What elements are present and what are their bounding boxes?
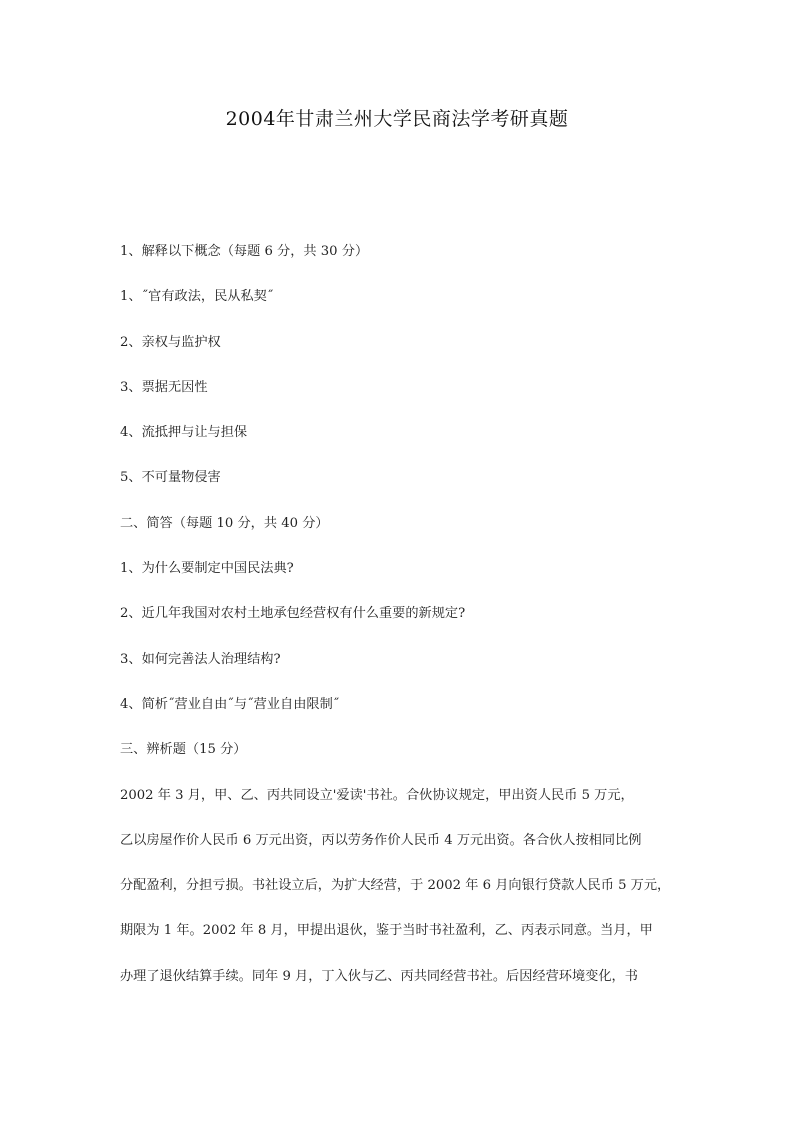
paragraph-line: 2002 年 3 月，甲、乙、丙共同设立'爱读'书社。合伙协议规定，甲出资人民币 5 万元， <box>120 787 634 803</box>
paragraph-line: 期限为 1 年。2002 年 8 月，甲提出退伙，鉴于当时书社盈利，乙、丙表示同意。当月，甲 <box>120 923 653 939</box>
paragraph-line: 乙以房屋作价人民币 6 万元出资，丙以劳务作价人民币 4 万元出资。各合伙人按相同比例 <box>120 832 642 848</box>
paragraph-line: 分配盈利，分担亏损。书社设立后，为扩大经营，于 2002 年 6 月向银行贷款人民币 5 万元， <box>120 878 671 894</box>
section-heading-analysis: 三、辨析题（15 分） <box>120 742 247 758</box>
question-line: 1、˝官有政法，民从私契˝ <box>120 289 274 305</box>
question-line: 3、票据无因性 <box>120 379 208 395</box>
paragraph-line: 办理了退伙结算手续。同年 9 月，丁入伙与乙、丙共同经营书社。后因经营环境变化，书 <box>120 968 638 984</box>
document-body <box>120 242 700 1012</box>
question-line: 4、流抵押与让与担保 <box>120 425 248 441</box>
question-line: 2、亲权与监护权 <box>120 334 221 350</box>
question-line: 4、简析˝营业自由˝与˝营业自由限制˝ <box>120 696 340 712</box>
question-line: 2、近几年我国对农村土地承包经营权有什么重要的新规定? <box>120 606 466 622</box>
page-title: 2004年甘肃兰州大学民商法学考研真题 <box>225 108 569 130</box>
section-heading-definitions: 1、解释以下概念（每题 6 分，共 30 分） <box>120 244 369 259</box>
question-line: 3、如何完善法人治理结构? <box>120 651 281 667</box>
section-heading-short-answer: 二、简答（每题 10 分，共 40 分） <box>120 515 329 531</box>
question-line: 5、不可量物侵害 <box>120 470 221 486</box>
question-line: 1、为什么要制定中国民法典? <box>120 561 294 577</box>
